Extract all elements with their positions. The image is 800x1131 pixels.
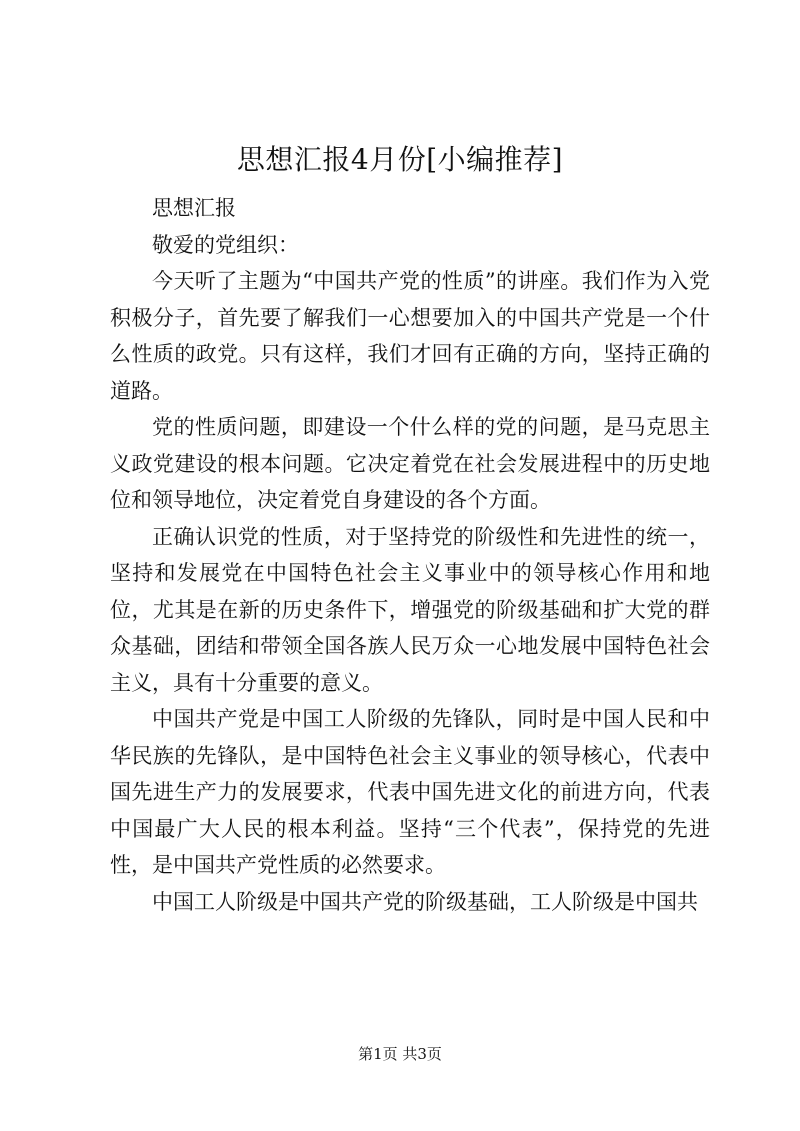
paragraph: 中国工人阶级是中国共产党的阶级基础，工人阶级是中国共 [152, 889, 698, 914]
page-footer: 第1页 共3页 [358, 1045, 442, 1063]
paragraph: 敬爱的党组织： [152, 232, 299, 257]
paragraph: 党的性质问题，即建设一个什么样的党的问题，是马克思主义政党建设的根本问题。它决定着党在社会发展进程中的历史地位和领导地位，决定着党自身建设的各个方面。 [110, 415, 710, 512]
document-title: 思想汇报4月份[小编推荐] [236, 143, 564, 176]
document-body [110, 190, 710, 920]
paragraph: 思想汇报 [152, 196, 236, 220]
paragraph: 正确认识党的性质，对于坚持党的阶级性和先进性的统一，坚持和发展党在中国特色社会主义事业中的领导核心作用和地位，尤其是在新的历史条件下，增强党的阶级基础和扩大党的群众基础，团结和带领全国各族人民万众一心地发展中国特色社会主义，具有十分重要的意义。 [110, 524, 710, 695]
paragraph: 今天听了主题为“中国共产党的性质”的讲座。我们作为入党积极分子，首先要了解我们一心想要加入的中国共产党是一个什么性质的政党。只有这样，我们才回有正确的方向，坚持正确的道路。 [110, 269, 710, 403]
paragraph: 中国共产党是中国工人阶级的先锋队，同时是中国人民和中华民族的先锋队，是中国特色社会主义事业的领导核心，代表中国先进生产力的发展要求，代表中国先进文化的前进方向，代表中国最广大人民的根本利益。坚持“三个代表”，保持党的先进性，是中国共产党性质的必然要求。 [110, 707, 710, 877]
